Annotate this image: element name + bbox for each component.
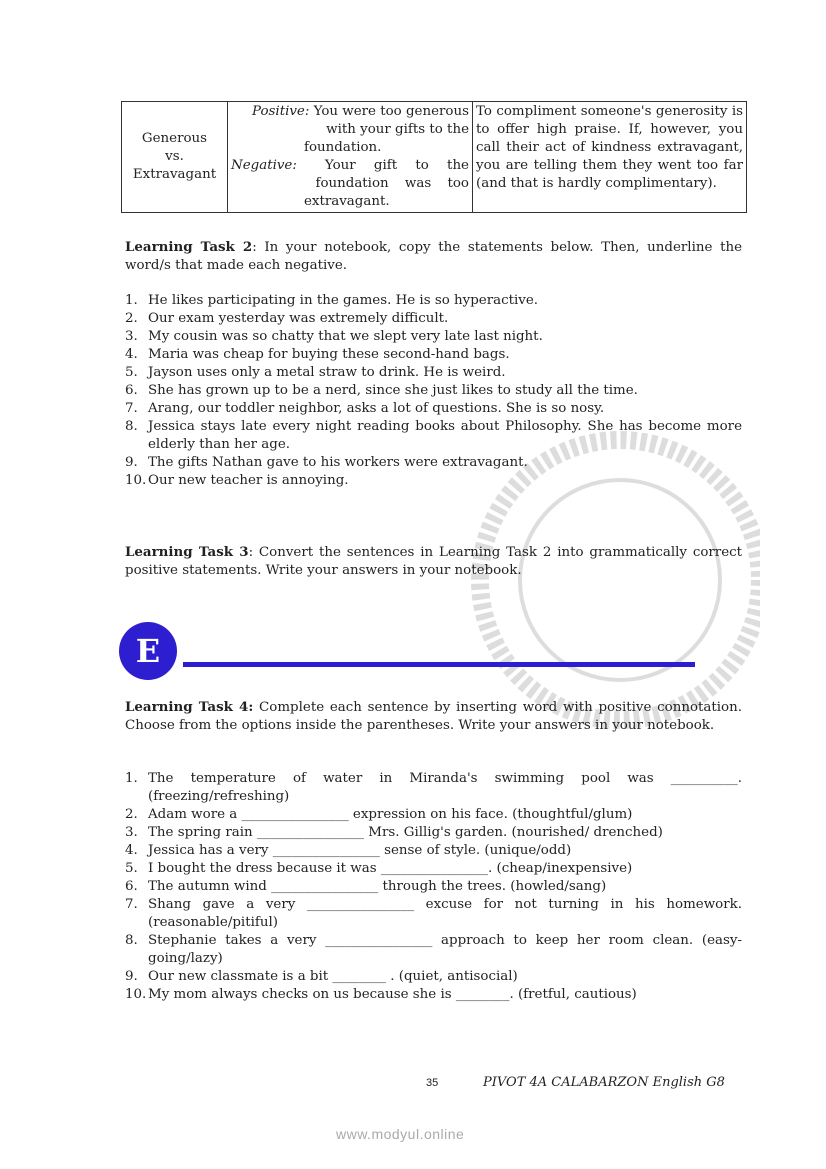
task3-text: : Convert the sentences in Learning Task 2 into grammatically correct positive statements. Write your answers in your notebook. (125, 545, 743, 578)
task2-text: : In your notebook, copy the statements below. Then, underline the word/s that made each negative. (125, 240, 742, 273)
list-item: 10. My mom always checks on us because she is ________. (fretful, cautious) (125, 987, 637, 1002)
list-item: 9. The gifts Nathan gave to his workers were extravagant. (125, 455, 528, 470)
negative-label: Negative: (231, 158, 297, 173)
list-item: 7. Shang gave a very ________________ excuse for not turning in his homework. (reasonable/pitiful) (125, 897, 742, 930)
list-item: 8. Stephanie takes a very ________________ approach to keep her room clean. (easy-going/lazy) (125, 933, 742, 966)
negative-text: foundation was too (315, 176, 469, 191)
watermark-text: www.modyul.online (336, 1126, 465, 1142)
connotation-table (121, 101, 747, 213)
negative-text: Your gift to the (324, 158, 469, 173)
list-item: 6. The autumn wind ________________ through the trees. (howled/sang) (125, 879, 607, 894)
explanation-cell: To compliment someone's generosity is to offer high praise. If, however, you call their act of kindness extravagant, you are telling them they went too far (and that is hardly complimentary). (473, 102, 747, 213)
positive-label: Positive: (252, 104, 310, 119)
list-item: 4. Jessica has a very ________________ sense of style. (unique/odd) (125, 843, 572, 858)
list-item: 3. My cousin was so chatty that we slept very late last night. (125, 329, 543, 344)
section-divider (183, 662, 695, 667)
task4-text: Complete each sentence by inserting word with positive connotation. Choose from the options inside the parentheses. Write your answers in your notebook. (125, 700, 742, 733)
list-item: 1. He likes participating in the games. He is so hyperactive. (125, 293, 539, 308)
positive-text: with your gifts to the (326, 122, 469, 137)
task2-instruction (125, 238, 742, 275)
negative-text: extravagant. (304, 194, 390, 209)
positive-text: You were too generous (313, 104, 469, 119)
list-item: 9. Our new classmate is a bit ________ . (quiet, antisocial) (125, 969, 518, 984)
task4-title: Learning Task 4: (125, 699, 254, 715)
page-number: 35 (426, 1077, 439, 1089)
list-item: 3. The spring rain ________________ Mrs. Gillig's garden. (nourished/ drenched) (125, 825, 663, 840)
term-line: Generous (141, 131, 208, 146)
example-cell (228, 102, 473, 213)
task3-instruction (125, 543, 742, 580)
footer-title: PIVOT 4A CALABARZON English G8 (483, 1075, 725, 1090)
task4-instruction (125, 698, 742, 735)
task3-title: Learning Task 3 (125, 544, 249, 560)
list-item: 10. Our new teacher is annoying. (125, 473, 349, 488)
list-item: 5. Jayson uses only a metal straw to drink. He is weird. (125, 365, 506, 380)
list-item: 1. The temperature of water in Miranda's swimming pool was __________. (freezing/refreshing) (125, 771, 742, 804)
list-item: 6. She has grown up to be a nerd, since she just likes to study all the time. (125, 383, 638, 398)
list-item: 4. Maria was cheap for buying these second-hand bags. (125, 347, 510, 362)
list-item: 5. I bought the dress because it was ________________. (cheap/inexpensive) (125, 861, 633, 876)
task2-title: Learning Task 2 (125, 239, 253, 255)
section-e-badge: E (119, 622, 177, 680)
positive-text: foundation. (304, 140, 382, 155)
list-item: 2. Adam wore a ________________ expression on his face. (thoughtful/glum) (125, 807, 633, 822)
term-cell (122, 102, 228, 213)
term-line: vs. (165, 149, 184, 164)
list-item: 2. Our exam yesterday was extremely difficult. (125, 311, 449, 326)
list-item: 7. Arang, our toddler neighbor, asks a lot of questions. She is so nosy. (125, 401, 605, 416)
task2-list (125, 292, 742, 490)
task4-list (125, 770, 742, 1004)
list-item: 8. Jessica stays late every night reading books about Philosophy. She has become more elderly than her age. (125, 419, 742, 452)
term-line: Extravagant (132, 167, 217, 182)
